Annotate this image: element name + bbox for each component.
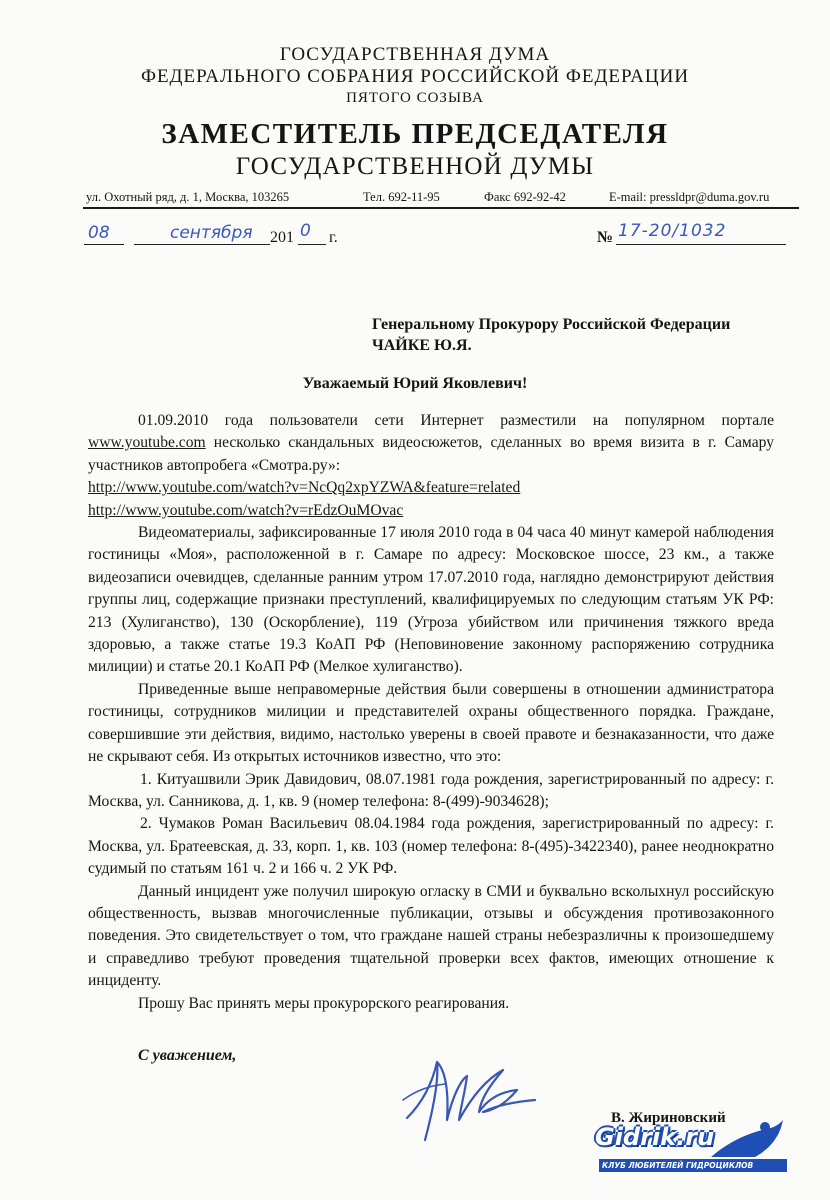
list-item-2: 2. Чумаков Роман Васильевич 08.04.1984 года рождения, зарегистрированный по адресу: г. Москва, ул. Братеевская, д. 33, корп. 1, кв. 103 (номер телефона: 8-(495)-3422340), ранее неоднократно судимый по статьям 161 ч. 2 и 166 ч. 2 УК РФ. <box>88 815 774 878</box>
doc-number-line <box>616 244 786 245</box>
letterhead-convocation: ПЯТОГО СОЗЫВА <box>346 90 484 106</box>
paragraph-actions: Приведенные выше неправомерные действия были совершены в отношении администратора гостиницы, сотрудников милиции и представителей охраны общественного порядка. Граждане, совершившие эти действия, видимо, настолько уверены в своей правоте и безнаказанности, что даже не скрывают себя. Из открытых источников известно, что это: <box>88 680 774 766</box>
letterhead-rule <box>83 207 799 209</box>
date-month: сентября <box>170 223 253 243</box>
paragraph-request: Прошу Вас принять меры прокурорского реагирования. <box>138 994 510 1012</box>
signer-name: В. Жириновский <box>611 1110 726 1126</box>
list-item-1: 1. Китуашвили Эрик Давидович, 08.07.1981 года рождения, зарегистрированный по адресу: г. Москва, ул. Санникова, д. 1, кв. 9 (номер телефона: 8-(499)-9034628); <box>88 770 774 810</box>
intro-text: 01.09.2010 года пользователи сети Интернет разместили на популярном портале <box>138 412 774 429</box>
logo-tagline: КЛУБ ЛЮБИТЕЛЕЙ ГИДРОЦИКЛОВ <box>599 1159 787 1172</box>
date-year-digit: 0 <box>300 221 311 241</box>
doc-number: 17-20/1032 <box>618 221 727 241</box>
signature-image <box>395 1040 545 1150</box>
paragraph-incident: Данный инцидент уже получил широкую огласку в СМИ и буквально всколыхнул российскую общественность, вызвав многочисленные публикации, отзывы и обсуждения противозаконного поведения. Это свидетельствует о том, что граждане нашей страны небезразличны к произошедшему и справедливо требуют проведения тщательной проверки всех фактов, имеющих отношение к инциденту. <box>88 882 774 990</box>
date-year-suffix: г. <box>329 229 338 246</box>
video-url-2-text[interactable]: http://www.youtube.com/watch?v=rEdzOuMOvac <box>88 501 404 519</box>
date-day: 08 <box>88 223 110 243</box>
letterhead-phone: Тел. 692-11-95 <box>363 190 440 204</box>
logo-name: Gidrik.ru <box>595 1123 715 1151</box>
letter-body <box>88 410 774 1015</box>
salutation: Уважаемый Юрий Яковлевич! <box>302 375 528 392</box>
paragraph-intro <box>88 410 774 477</box>
doc-number-prefix: № <box>597 229 614 246</box>
intro-text-2: несколько скандальных видеосюжетов, сделанных во время визита в г. Самару участников автопробега «Смотра.ру»: <box>88 434 774 474</box>
video-url-1[interactable] <box>88 477 774 499</box>
gidrik-logo <box>589 1117 785 1181</box>
letterhead-fax: Факс 692-92-42 <box>484 190 566 204</box>
addressee-name: ЧАЙКЕ Ю.Я. <box>372 337 472 354</box>
date-year-line <box>298 244 326 245</box>
addressee-title: Генеральному Прокурору Российской Федерации <box>372 316 731 333</box>
letterhead-assembly: ФЕДЕРАЛЬНОГО СОБРАНИЯ РОССИЙСКОЙ ФЕДЕРАЦИИ <box>140 66 690 87</box>
date-month-line <box>134 244 270 245</box>
letterhead-duma: ГОСУДАРСТВЕННАЯ ДУМА <box>279 44 551 65</box>
closing: С уважением, <box>138 1047 237 1064</box>
letterhead-subtitle: ГОСУДАРСТВЕННОЙ ДУМЫ <box>235 153 595 180</box>
letterhead-title: ЗАМЕСТИТЕЛЬ ПРЕДСЕДАТЕЛЯ <box>161 118 669 150</box>
date-year-prefix: 201 <box>270 229 294 246</box>
jetski-rider-icon <box>707 1117 785 1161</box>
date-day-line <box>84 244 124 245</box>
youtube-link[interactable]: www.youtube.com <box>88 434 206 452</box>
paragraph-videos: Видеоматериалы, зафиксированные 17 июля 2010 года в 04 часа 40 минут камерой наблюдения гостиницы «Моя», расположенной в г. Самаре по адресу: Московское шоссе, 23 км., а также видеозаписи очевидцев, сделанные ранним утром 17.07.2010 года, наглядно демонстрируют действия группы лиц, содержащие признаки преступлений, квалифицируемых по следующим статьям УК РФ: 213 (Хулиганство), 130 (Оскорбление), 119 (Угроза убийством или причинения тяжкого вреда здоровью, а также статье 19.3 КоАП РФ (Неповиновение законному распоряжению сотрудника милиции) и статье 20.1 КоАП РФ (Мелкое хулиганство). <box>88 524 774 676</box>
letterhead-address: ул. Охотный ряд, д. 1, Москва, 103265 <box>86 190 290 204</box>
letterhead-email: E-mail: pressldpr@duma.gov.ru <box>609 190 770 204</box>
video-url-2[interactable] <box>88 500 774 522</box>
video-url-1-text[interactable]: http://www.youtube.com/watch?v=NcQq2xpYZWA&feature=related <box>88 479 521 497</box>
